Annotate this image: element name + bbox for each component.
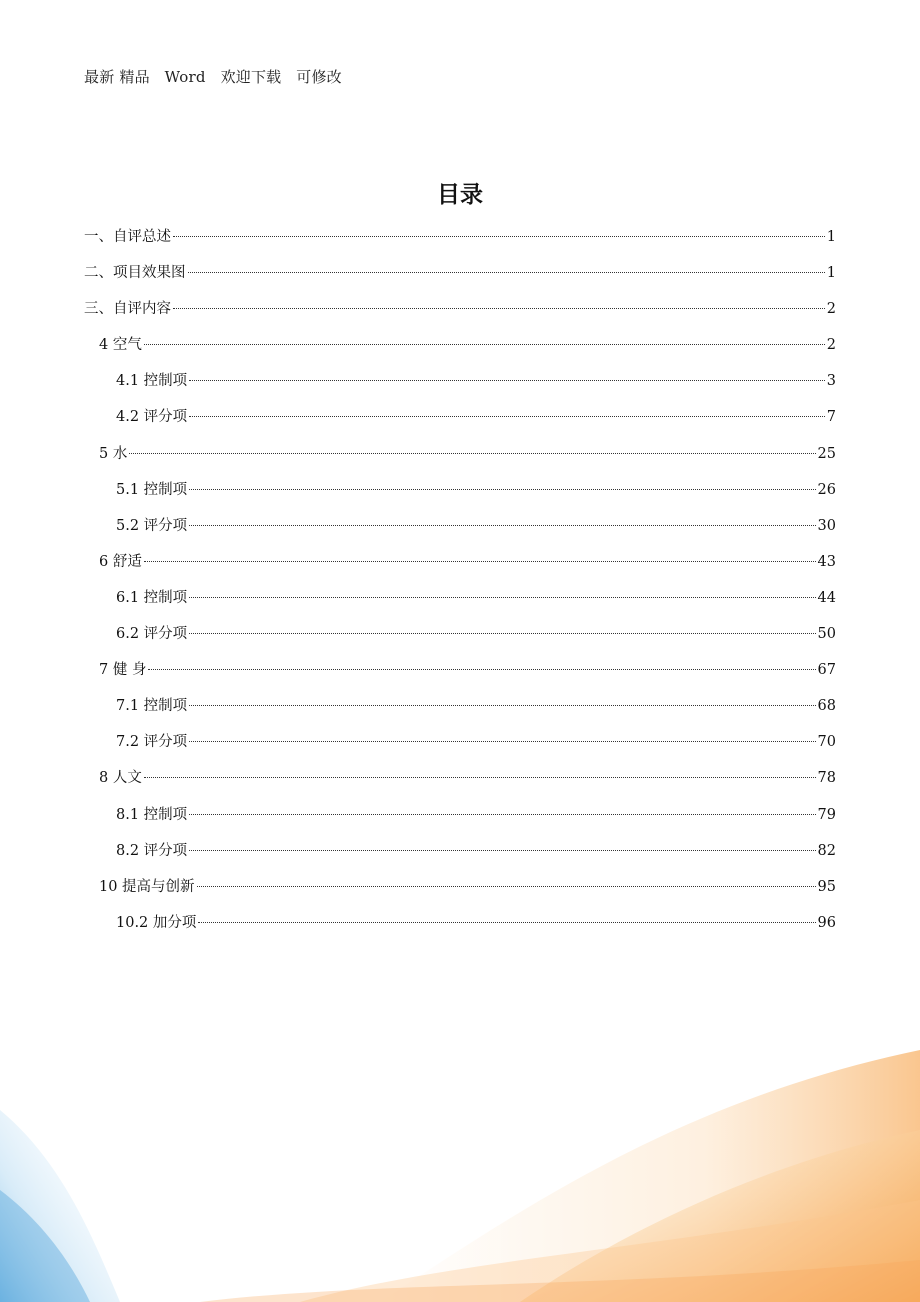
toc-entry-label: 一、自评总述 — [84, 229, 171, 245]
toc-dot-leader — [189, 741, 815, 742]
toc-entry[interactable] — [84, 402, 836, 438]
toc-entry[interactable] — [84, 800, 836, 836]
toc-entry-page-number: 2 — [826, 301, 836, 318]
toc-dot-leader — [189, 380, 825, 381]
toc-entry-label: 5.2 评分项 — [116, 517, 188, 534]
toc-entry[interactable] — [84, 366, 836, 402]
toc-dot-leader — [189, 850, 815, 851]
toc-entry[interactable] — [84, 583, 836, 619]
toc-dot-leader — [173, 236, 825, 237]
toc-entry[interactable] — [84, 691, 836, 727]
toc-entry-page-number: 1 — [826, 229, 836, 245]
toc-entry-page-number: 78 — [817, 770, 836, 787]
toc-entry-page-number: 82 — [817, 842, 836, 859]
toc-entry-label: 8 人文 — [99, 770, 142, 787]
toc-entry[interactable] — [84, 727, 836, 763]
decorative-wave-background — [0, 960, 920, 1302]
toc-dot-leader — [144, 777, 816, 778]
toc-entry-label: 4.1 控制项 — [116, 373, 188, 390]
toc-dot-leader — [129, 453, 815, 454]
toc-entry[interactable] — [84, 222, 836, 258]
toc-dot-leader — [189, 489, 815, 490]
toc-entry[interactable] — [84, 258, 836, 294]
toc-entry-label: 10 提高与创新 — [99, 878, 195, 895]
toc-title: 目录 — [437, 182, 483, 208]
toc-dot-leader — [189, 814, 815, 815]
toc-entry[interactable] — [84, 475, 836, 511]
toc-entry-label: 7 健 身 — [99, 662, 147, 679]
toc-entry[interactable] — [84, 908, 836, 944]
toc-dot-leader — [144, 561, 816, 562]
toc-entry-label: 6.2 评分项 — [116, 626, 188, 643]
toc-dot-leader — [189, 597, 815, 598]
toc-entry-label: 三、自评内容 — [84, 301, 171, 318]
toc-entry-label: 8.2 评分项 — [116, 842, 188, 859]
toc-entry[interactable] — [84, 511, 836, 547]
toc-entry-label: 7.1 控制项 — [116, 698, 188, 715]
toc-dot-leader — [148, 669, 815, 670]
toc-entry-page-number: 68 — [817, 698, 836, 715]
toc-dot-leader — [173, 308, 825, 309]
toc-entry[interactable] — [84, 547, 836, 583]
toc-entry-page-number: 30 — [817, 517, 836, 534]
toc-entry[interactable] — [84, 763, 836, 799]
toc-dot-leader — [189, 525, 815, 526]
toc-entry-label: 6 舒适 — [99, 553, 142, 570]
toc-entry-label: 5 水 — [99, 445, 128, 462]
toc-entry-page-number: 44 — [817, 589, 836, 606]
toc-entry-label: 二、项目效果图 — [84, 265, 186, 282]
toc-entry-page-number: 67 — [817, 662, 836, 679]
toc-dot-leader — [189, 416, 825, 417]
toc-entry-page-number: 43 — [817, 553, 836, 570]
toc-entry-label: 4.2 评分项 — [116, 409, 188, 426]
toc-entry-label: 8.1 控制项 — [116, 806, 188, 823]
toc-entry-label: 4 空气 — [99, 337, 142, 354]
toc-entry-page-number: 50 — [817, 626, 836, 643]
toc-entry-page-number: 96 — [817, 914, 836, 931]
toc-entry-page-number: 2 — [826, 337, 836, 354]
toc-entry-page-number: 79 — [817, 806, 836, 823]
toc-entry-page-number: 70 — [817, 734, 836, 751]
toc-dot-leader — [197, 886, 816, 887]
toc-entry-label: 7.2 评分项 — [116, 734, 188, 751]
toc-entry-page-number: 26 — [817, 481, 836, 498]
toc-entry-label: 6.1 控制项 — [116, 589, 188, 606]
table-of-contents — [84, 222, 836, 944]
toc-entry-label: 5.1 控制项 — [116, 481, 188, 498]
toc-entry-page-number: 7 — [826, 409, 836, 426]
toc-entry-page-number: 1 — [826, 265, 836, 282]
toc-dot-leader — [144, 344, 825, 345]
toc-entry[interactable] — [84, 872, 836, 908]
toc-entry-page-number: 25 — [817, 445, 836, 462]
toc-entry[interactable] — [84, 836, 836, 872]
toc-dot-leader — [189, 633, 815, 634]
header-note: 最新 精品 Word 欢迎下载 可修改 — [84, 68, 342, 86]
toc-entry-page-number: 95 — [817, 878, 836, 895]
toc-entry[interactable] — [84, 439, 836, 475]
toc-entry-page-number: 3 — [826, 373, 836, 390]
toc-dot-leader — [188, 272, 825, 273]
toc-entry[interactable] — [84, 619, 836, 655]
toc-entry-label: 10.2 加分项 — [116, 914, 197, 931]
toc-entry[interactable] — [84, 330, 836, 366]
toc-dot-leader — [189, 705, 815, 706]
toc-dot-leader — [198, 922, 815, 923]
toc-entry[interactable] — [84, 294, 836, 330]
toc-entry[interactable] — [84, 655, 836, 691]
